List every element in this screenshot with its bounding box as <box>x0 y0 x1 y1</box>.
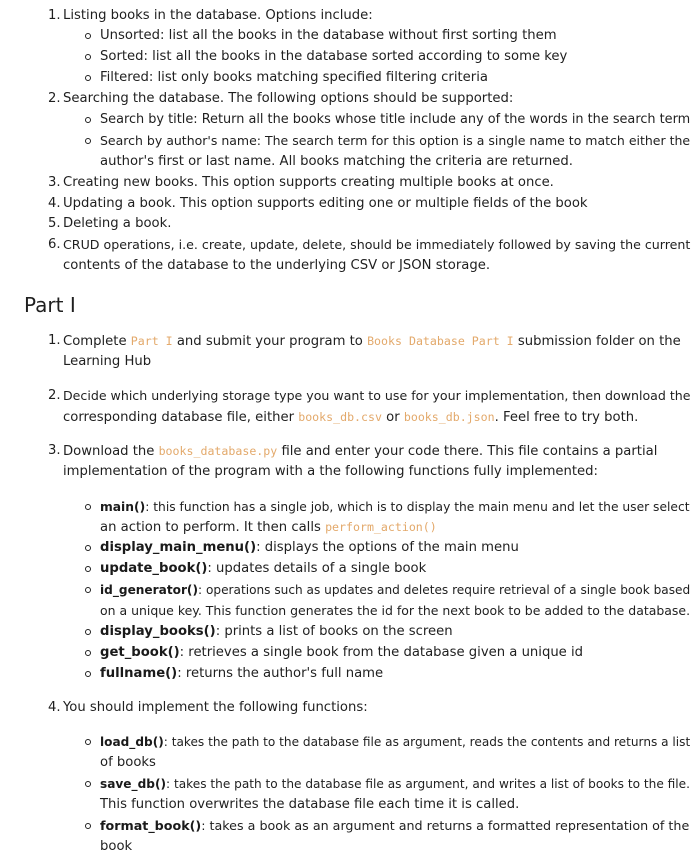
list-item-text: Decide which underlying storage type you want to use for your implementation, then download the <box>63 388 691 403</box>
bullet-icon <box>85 504 91 510</box>
text-span: an action to perform. It then calls <box>100 520 326 535</box>
function-desc: : returns the author's full name <box>177 666 384 681</box>
function-item-continuation: of books <box>100 755 156 770</box>
bullet-icon <box>85 739 91 745</box>
function-item-continuation: on a unique key. This function generates the id for the next book to be added to the database. <box>100 603 691 618</box>
bullet-icon <box>85 781 91 787</box>
bullet-icon <box>85 566 91 572</box>
list-item-text <box>63 331 681 351</box>
function-name: display_books() <box>100 624 216 639</box>
function-item-continuation: This function overwrites the database file each time it is called. <box>100 797 520 812</box>
bullet-icon <box>85 650 91 656</box>
function-item <box>100 622 453 642</box>
list-number: 2. <box>48 91 61 106</box>
function-desc: : takes the path to the database file as argument, and writes a list of books to the file. <box>166 777 690 791</box>
function-item-continuation <box>100 517 437 537</box>
inline-code: perform_action() <box>325 520 437 534</box>
bullet-icon <box>85 33 91 39</box>
list-item-text: Creating new books. This option supports creating multiple books at once. <box>63 175 554 190</box>
list-item-continuation: Learning Hub <box>63 354 152 369</box>
text-span: or <box>381 410 404 425</box>
list-item-text: Unsorted: list all the books in the database without first sorting them <box>100 28 557 43</box>
text-span: file and enter your code there. This file contains a partial <box>277 444 658 459</box>
list-number: 1. <box>48 8 61 23</box>
inline-code: books_db.csv <box>298 410 382 424</box>
function-item <box>100 580 690 600</box>
function-item <box>100 732 690 752</box>
function-name: get_book() <box>100 645 180 660</box>
list-item-continuation <box>63 407 638 427</box>
list-item-text: Listing books in the database. Options include: <box>63 8 373 23</box>
function-desc: : prints a list of books on the screen <box>215 624 453 639</box>
function-name: fullname() <box>100 666 178 681</box>
function-name: main() <box>100 500 146 514</box>
text-span: and submit your program to <box>172 334 368 349</box>
list-item-continuation: implementation of the program with a the following functions fully implemented: <box>63 464 598 479</box>
function-name: load_db() <box>100 735 164 749</box>
list-item-text: CRUD operations, i.e. create, update, delete, should be immediately followed by saving the current <box>63 237 691 252</box>
list-item-text: Sorted: list all the books in the database sorted according to some key <box>100 49 568 64</box>
list-number: 5. <box>48 216 61 231</box>
function-name: display_main_menu() <box>100 540 257 555</box>
text-span: corresponding database file, either <box>63 410 299 425</box>
bullet-icon <box>85 587 91 593</box>
bullet-icon <box>85 54 91 60</box>
function-item <box>100 559 426 579</box>
list-number: 2. <box>48 388 61 403</box>
bullet-icon <box>85 545 91 551</box>
function-name: update_book() <box>100 561 208 576</box>
list-number: 4. <box>48 196 61 211</box>
list-item-text: Updating a book. This option supports editing one or multiple fields of the book <box>63 196 588 211</box>
function-item <box>100 816 689 836</box>
bullet-icon <box>85 629 91 635</box>
text-span: Download the <box>63 444 159 459</box>
list-item-text: Search by author's name: The search term for this option is a single name to match either the <box>100 133 691 148</box>
section-heading: Part I <box>24 293 76 317</box>
list-item-continuation: contents of the database to the underlying CSV or JSON storage. <box>63 258 491 273</box>
function-name: save_db() <box>100 777 167 791</box>
bullet-icon <box>85 671 91 677</box>
bullet-icon <box>85 823 91 829</box>
bullet-icon <box>85 75 91 81</box>
inline-code: books_db.json <box>403 410 495 424</box>
list-number: 6. <box>48 237 61 252</box>
text-span: submission folder on the <box>513 334 681 349</box>
function-item <box>100 497 690 517</box>
list-number: 1. <box>48 333 61 348</box>
inline-code: Part I <box>130 334 173 348</box>
function-item-continuation: book <box>100 839 133 854</box>
function-desc: : updates details of a single book <box>207 561 427 576</box>
list-item-text <box>63 441 657 461</box>
bullet-icon <box>85 117 91 123</box>
function-name: format_book() <box>100 818 202 833</box>
list-item-text: Deleting a book. <box>63 216 172 231</box>
list-number: 3. <box>48 175 61 190</box>
function-desc: : takes a book as an argument and returns a formatted representation of the <box>201 818 690 833</box>
list-item-continuation: author's first or last name. All books matching the criteria are returned. <box>100 154 573 169</box>
list-item-text: Search by title: Return all the books whose title include any of the words in the search term <box>100 112 691 127</box>
inline-code: books_database.py <box>158 444 278 458</box>
function-item <box>100 538 519 558</box>
inline-code: Books Database Part I <box>367 334 514 348</box>
function-desc: : this function has a single job, which is to display the main menu and let the user select <box>145 500 690 514</box>
function-item <box>100 774 690 794</box>
function-item <box>100 664 383 684</box>
list-item-text: Searching the database. The following options should be supported: <box>63 91 514 106</box>
function-name: id_generator() <box>100 583 199 597</box>
list-item-text: You should implement the following functions: <box>63 700 368 715</box>
list-number: 4. <box>48 700 61 715</box>
bullet-icon <box>85 138 91 144</box>
function-desc: : operations such as updates and deletes require retrieval of a single book based <box>198 583 691 597</box>
list-number: 3. <box>48 443 61 458</box>
function-desc: : retrieves a single book from the database given a unique id <box>179 645 584 660</box>
text-span: Complete <box>63 334 131 349</box>
function-item <box>100 643 583 663</box>
list-item-text: Filtered: list only books matching specified filtering criteria <box>100 70 488 85</box>
function-desc: : displays the options of the main menu <box>256 540 519 555</box>
function-desc: : takes the path to the database file as argument, reads the contents and returns a list <box>163 735 691 749</box>
text-span: . Feel free to try both. <box>494 410 639 425</box>
